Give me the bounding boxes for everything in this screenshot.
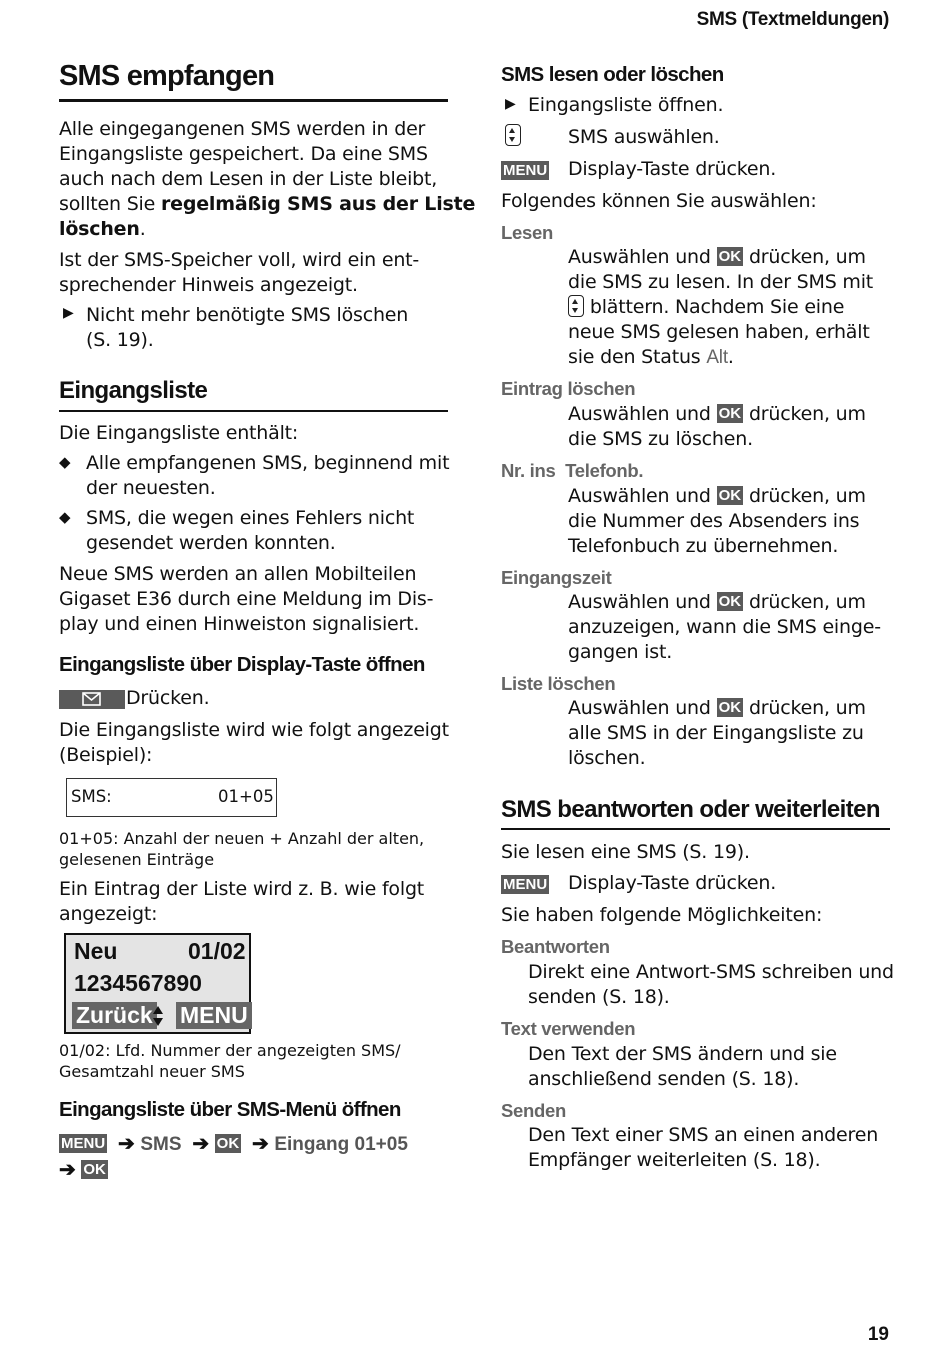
menu-key: MENU bbox=[503, 876, 548, 893]
text-verwenden-line-1: Den Text der SMS ändern und sie bbox=[528, 1043, 837, 1065]
intro-line-1: Alle eingegangenen SMS werden in der bbox=[59, 118, 426, 140]
ok-key: OK bbox=[718, 699, 742, 716]
inbox-bullet-1-line-1: Alle empfangenen SMS, beginnend mit bbox=[86, 452, 450, 474]
page-number: 19 bbox=[867, 1324, 889, 1345]
press-display-key-2: Display-Taste drücken. bbox=[568, 872, 777, 894]
menu-heading: Eingangsliste über SMS-Menü öffnen bbox=[59, 1098, 401, 1121]
full-line-2: sprechender Hinweis angezeigt. bbox=[59, 274, 358, 296]
zeit-line-1: Auswählen und OK drücken, um bbox=[568, 591, 866, 613]
navigation-key-icon bbox=[505, 124, 521, 146]
sms-count-display bbox=[66, 778, 277, 817]
inbox-contains: Die Eingangsliste enthält: bbox=[59, 422, 299, 444]
option-liste-loeschen: Liste löschen bbox=[501, 673, 616, 694]
inbox-heading: Eingangsliste bbox=[59, 377, 208, 404]
option-eingangszeit: Eingangszeit bbox=[501, 567, 612, 588]
lesen-line-1: Auswählen und OK drücken, um bbox=[568, 246, 866, 268]
arrow-bullet-icon: ▶ bbox=[505, 96, 516, 112]
intro-line-2: Eingangsliste gespeichert. Da eine SMS bbox=[59, 143, 428, 165]
liste-line-3: löschen. bbox=[568, 747, 646, 769]
option-text-verwenden: Text verwenden bbox=[501, 1018, 636, 1039]
intro-line-5: löschen. bbox=[59, 218, 146, 240]
lcd-caption-1: 01/02: Lfd. Nummer der angezeigten SMS/ bbox=[59, 1041, 401, 1060]
read-heading: SMS lesen oder löschen bbox=[501, 63, 724, 86]
intro-line-3: auch nach dem Lesen in der Liste bleibt, bbox=[59, 168, 438, 190]
inbox-bullet-1-line-2: der neuesten. bbox=[86, 477, 216, 499]
menu-path bbox=[59, 1131, 408, 1156]
new-sms-line-2: Gigaset E36 durch eine Meldung im Dis- bbox=[59, 588, 434, 610]
lcd-status: Neu bbox=[74, 938, 118, 964]
sms-box-value: 01+05 bbox=[218, 787, 274, 806]
lesen-line-5: sie den Status Alt. bbox=[568, 346, 734, 368]
press-display-key: Display-Taste drücken. bbox=[568, 158, 777, 180]
intro-line-4: sollten Sie regelmäßig SMS aus der Liste bbox=[59, 193, 476, 215]
ok-key: OK bbox=[216, 1135, 240, 1152]
diamond-bullet-icon: ◆ bbox=[59, 508, 71, 526]
arrow-bullet-icon: ▶ bbox=[63, 305, 74, 321]
running-header: SMS (Textmeldungen) bbox=[696, 9, 889, 30]
option-lesen: Lesen bbox=[501, 222, 553, 243]
sms-box-caption-2: gelesenen Einträge bbox=[59, 850, 215, 869]
eintrag-line-2: die SMS zu löschen. bbox=[568, 428, 753, 450]
lcd-number: 1234567890 bbox=[74, 970, 202, 996]
eintrag-line-1: Auswählen und OK drücken, um bbox=[568, 403, 866, 425]
ok-key: OK bbox=[718, 248, 742, 265]
full-line-1: Ist der SMS-Speicher voll, wird ein ent- bbox=[59, 249, 420, 271]
reading-sms: Sie lesen eine SMS (S. 19). bbox=[501, 841, 750, 863]
option-beantworten: Beantworten bbox=[501, 936, 610, 957]
senden-line-2: Empfänger weiterleiten (S. 18). bbox=[528, 1149, 821, 1171]
open-list: Eingangsliste öffnen. bbox=[528, 94, 724, 116]
zeit-line-2: anzuzeigen, wann die SMS einge- bbox=[568, 616, 881, 638]
ok-key: OK bbox=[718, 405, 742, 422]
ok-key: OK bbox=[718, 487, 742, 504]
entry-line-1: Ein Eintrag der Liste wird z. B. wie folgt bbox=[59, 878, 425, 900]
liste-line-1: Auswählen und OK drücken, um bbox=[568, 697, 866, 719]
sms-box-label: SMS: bbox=[71, 787, 112, 806]
envelope-icon bbox=[59, 690, 125, 709]
ok-key: OK bbox=[83, 1161, 106, 1178]
text-verwenden-line-2: anschließend senden (S. 18). bbox=[528, 1068, 800, 1090]
new-sms-line-3: play und einen Hinweiston signalisiert. bbox=[59, 613, 420, 635]
shown-line-1: Die Eingangsliste wird wie folgt angezeigt bbox=[59, 719, 449, 741]
option-nr-ins-telefonbuch: Nr. ins Telefonb. bbox=[501, 460, 644, 481]
arrow-right-icon: ➔ bbox=[246, 1133, 275, 1155]
option-eintrag-loeschen: Eintrag löschen bbox=[501, 378, 636, 399]
delete-hint-line-2: (S. 19). bbox=[86, 329, 154, 351]
inbox-bullet-2-line-1: SMS, die wegen eines Fehlers nicht bbox=[86, 507, 415, 529]
senden-line-1: Den Text einer SMS an einen anderen bbox=[528, 1124, 879, 1146]
menu-path-sms: SMS bbox=[140, 1134, 182, 1155]
liste-line-2: alle SMS in der Eingangsliste zu bbox=[568, 722, 864, 744]
lcd-display bbox=[64, 933, 251, 1034]
beantworten-line-2: senden (S. 18). bbox=[528, 986, 670, 1008]
menu-key: MENU bbox=[503, 162, 548, 179]
page-title: SMS empfangen bbox=[59, 60, 275, 92]
up-down-icon bbox=[152, 1005, 164, 1027]
lcd-counter: 01/02 bbox=[188, 938, 246, 964]
option-senden: Senden bbox=[501, 1100, 567, 1121]
beantworten-line-1: Direkt eine Antwort-SMS schreiben und bbox=[528, 961, 894, 983]
display-key-heading: Eingangsliste über Display-Taste öffnen bbox=[59, 653, 425, 676]
reply-rule bbox=[501, 828, 890, 830]
select-sms: SMS auswählen. bbox=[568, 126, 720, 148]
navigation-key-icon bbox=[568, 295, 584, 317]
press-label: Drücken. bbox=[126, 687, 210, 709]
lesen-line-2: die SMS zu lesen. In der SMS mit bbox=[568, 271, 874, 293]
lcd-menu-softkey[interactable]: MENU bbox=[176, 1002, 252, 1029]
menu-path-eingang: Eingang 01+05 bbox=[274, 1134, 408, 1155]
shown-line-2: (Beispiel): bbox=[59, 744, 153, 766]
delete-hint-line-1: Nicht mehr benötigte SMS löschen bbox=[86, 304, 409, 326]
lcd-back-softkey[interactable]: Zurück bbox=[72, 1002, 157, 1029]
nr-line-2: die Nummer des Absenders ins bbox=[568, 510, 860, 532]
reply-heading: SMS beantworten oder weiterleiten bbox=[501, 796, 880, 823]
diamond-bullet-icon: ◆ bbox=[59, 453, 71, 471]
arrow-right-icon: ➔ bbox=[59, 1159, 82, 1181]
lcd-caption-2: Gesamtzahl neuer SMS bbox=[59, 1062, 245, 1081]
envelope-key bbox=[59, 690, 125, 709]
zeit-line-3: gangen ist. bbox=[568, 641, 673, 663]
nr-line-3: Telefonbuch zu übernehmen. bbox=[568, 535, 839, 557]
lesen-line-3: blättern. Nachdem Sie eine bbox=[568, 295, 844, 320]
possibilities: Sie haben folgende Möglichkeiten: bbox=[501, 904, 823, 926]
new-sms-line-1: Neue SMS werden an allen Mobilteilen bbox=[59, 563, 417, 585]
entry-line-2: angezeigt: bbox=[59, 903, 158, 925]
sms-box-caption-1: 01+05: Anzahl der neuen + Anzahl der alten, bbox=[59, 829, 425, 848]
nr-line-1: Auswählen und OK drücken, um bbox=[568, 485, 866, 507]
inbox-rule bbox=[59, 410, 448, 412]
lesen-line-4: neue SMS gelesen haben, erhält bbox=[568, 321, 870, 343]
menu-key: MENU bbox=[61, 1135, 106, 1152]
title-rule bbox=[59, 99, 448, 102]
choose-intro: Folgendes können Sie auswählen: bbox=[501, 190, 817, 212]
ok-key: OK bbox=[718, 593, 742, 610]
menu-path-cont bbox=[59, 1157, 108, 1182]
arrow-right-icon: ➔ bbox=[186, 1133, 215, 1155]
arrow-right-icon: ➔ bbox=[112, 1133, 141, 1155]
inbox-bullet-2-line-2: gesendet werden konnten. bbox=[86, 532, 336, 554]
